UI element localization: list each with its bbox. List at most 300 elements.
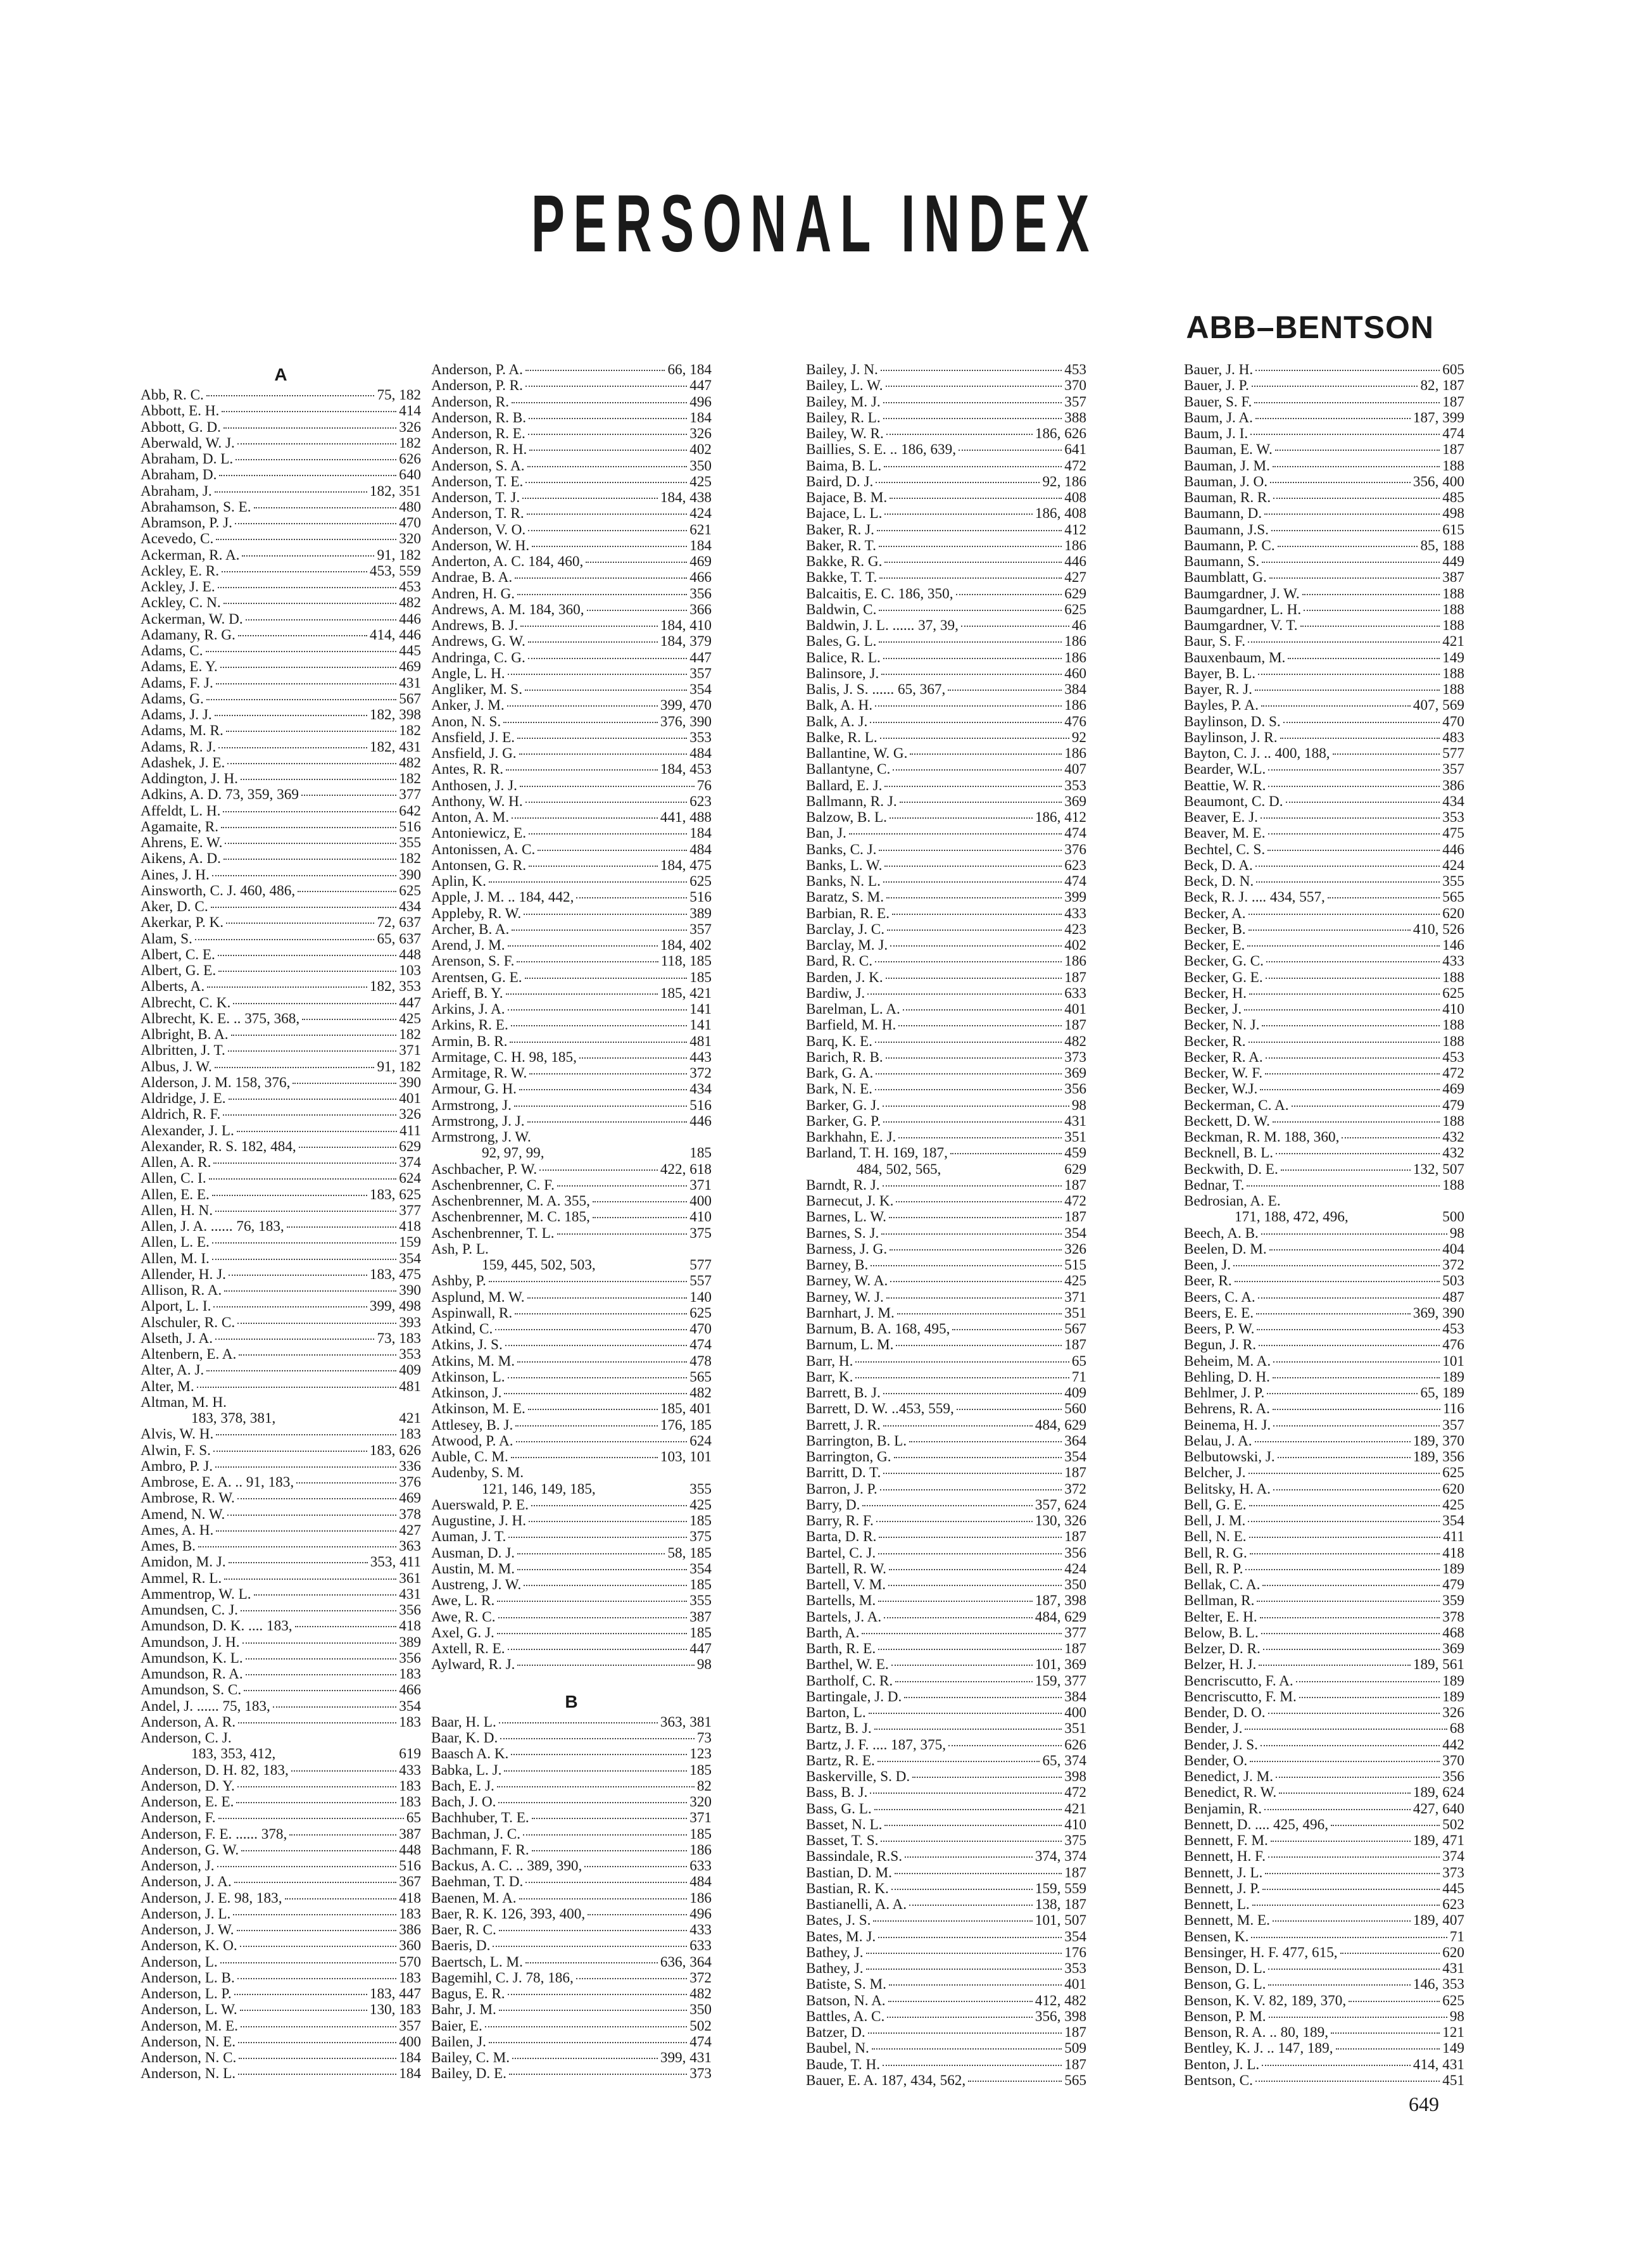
- entry-name: Bard, R. C.: [806, 954, 872, 970]
- dot-leader: [1275, 450, 1440, 451]
- entry-pages: 183: [399, 1714, 421, 1730]
- entry-name: Bartells, M.: [806, 1593, 876, 1610]
- entry-name: Anderson, J.: [141, 1858, 215, 1874]
- entry-pages: 470: [399, 515, 421, 531]
- entry-name: Awe, R. C.: [431, 1609, 496, 1625]
- entry-name: Benedict, R. W.: [1184, 1785, 1277, 1801]
- entry-pages: 399: [1064, 890, 1086, 906]
- entry-pages: 410: [689, 1209, 712, 1226]
- entry-name: Barnes, S. J.: [806, 1225, 879, 1242]
- dot-leader: [866, 1953, 1062, 1954]
- index-entry: [806, 362, 1086, 378]
- entry-name: Beck, D. N.: [1184, 874, 1254, 890]
- entry-pages: 485: [1442, 490, 1464, 506]
- entry-pages: 482: [689, 1986, 712, 2002]
- entry-name: Ambrose, R. W.: [141, 1490, 235, 1507]
- entry-pages: 118, 185: [660, 954, 712, 970]
- index-entry: [806, 1081, 1086, 1097]
- index-entry: [431, 1891, 712, 1906]
- entry-pages: 402: [689, 442, 712, 458]
- entry-pages: 188: [1442, 1033, 1464, 1050]
- dot-leader: [957, 1409, 1062, 1410]
- dot-leader: [1276, 1777, 1440, 1778]
- entry-name: Barland, T. H. 169, 187,: [806, 1145, 948, 1162]
- dot-leader: [229, 1562, 368, 1563]
- dot-leader: [527, 513, 688, 515]
- entry-pages: 182, 351: [369, 483, 421, 500]
- entry-pages: 116: [1443, 1401, 1464, 1418]
- dot-leader: [238, 2074, 396, 2075]
- entry-pages: 98: [696, 1657, 712, 1673]
- entry-pages: 65: [1071, 1353, 1086, 1370]
- entry-pages: 71: [1071, 1369, 1086, 1385]
- dot-leader: [1250, 1761, 1440, 1762]
- index-entry-continuation: [141, 1411, 421, 1427]
- index-entry: [431, 1050, 712, 1066]
- index-entry: [806, 1145, 1086, 1161]
- dot-leader: [211, 907, 397, 908]
- index-entry: [141, 755, 421, 771]
- index-entry: [431, 602, 712, 618]
- dot-leader: [593, 1217, 687, 1218]
- entry-pages: 91, 182: [377, 547, 421, 564]
- dot-leader: [223, 1114, 396, 1116]
- entry-pages: 184, 453: [660, 762, 712, 778]
- entry-pages: 565: [1064, 2072, 1086, 2089]
- index-entry: [431, 1178, 712, 1194]
- dot-leader: [485, 2026, 687, 2027]
- entry-pages: 188: [1442, 969, 1464, 986]
- index-entry: [141, 899, 421, 915]
- entry-pages: 91, 182: [377, 1059, 421, 1075]
- index-entry: [431, 810, 712, 826]
- index-entry: [431, 1066, 712, 1081]
- entry-pages: 448: [399, 1842, 421, 1858]
- entry-name: Allen, E. E.: [141, 1187, 210, 1203]
- index-entry: [431, 410, 712, 426]
- index-entry: [1184, 986, 1464, 1002]
- entry-name: Bencriscutto, F. A.: [1184, 1673, 1293, 1689]
- index-entry: [1184, 1593, 1464, 1609]
- index-entry: [431, 1465, 712, 1481]
- dot-leader: [238, 2042, 396, 2043]
- dot-leader: [213, 1451, 367, 1452]
- dot-leader: [883, 881, 1062, 883]
- entry-name: Barnum, B. A. 168, 495,: [806, 1321, 950, 1337]
- entry-name: Beckerman, C. A.: [1184, 1097, 1289, 1114]
- dot-leader: [525, 802, 688, 803]
- index-entry: [1184, 586, 1464, 602]
- dot-leader: [877, 530, 1062, 531]
- entry-name: Anker, J. M.: [431, 698, 505, 714]
- entry-name: Bales, G. L.: [806, 634, 877, 650]
- entry-pages: 623: [689, 793, 712, 810]
- entry-pages: 355: [689, 1593, 712, 1610]
- index-entry: [806, 586, 1086, 602]
- dot-leader: [515, 1313, 687, 1314]
- dot-leader: [254, 507, 397, 508]
- entry-name: Bailey, W. R.: [806, 426, 884, 442]
- index-entry: [806, 1993, 1086, 2009]
- index-entry: [1184, 2041, 1464, 2057]
- dot-leader: [593, 1201, 687, 1202]
- entry-name: Attlesey, B. J.: [431, 1417, 513, 1433]
- entry-pages: 366: [689, 602, 712, 618]
- entry-name: Bechtel, C. S.: [1184, 841, 1266, 858]
- dot-leader: [1267, 850, 1440, 851]
- entry-name: Below, B. L.: [1184, 1625, 1259, 1641]
- entry-pages: 357: [1442, 1417, 1464, 1433]
- entry-name: Arend, J. M.: [431, 938, 505, 954]
- entry-pages: 356: [1064, 1081, 1086, 1098]
- entry-pages: 185: [689, 1826, 712, 1843]
- entry-pages: 386: [1442, 778, 1464, 794]
- entry-pages: 353: [1064, 778, 1086, 794]
- index-entry: [806, 426, 1086, 442]
- entry-name: Andrae, B. A.: [431, 570, 513, 586]
- entry-pages: 474: [689, 1337, 712, 1354]
- entry-pages: 640: [399, 467, 421, 484]
- index-entry: [431, 1529, 712, 1545]
- entry-name: Albright, B. A.: [141, 1027, 229, 1043]
- entry-name: Adamany, R. G.: [141, 627, 236, 643]
- entry-name: Barry, R. F.: [806, 1513, 874, 1529]
- dot-leader: [218, 587, 397, 588]
- entry-pages: 187: [1064, 1529, 1086, 1546]
- dot-leader: [881, 674, 1062, 675]
- index-entry: [1184, 1194, 1464, 1209]
- dot-leader: [878, 1601, 1033, 1602]
- dot-leader: [1235, 1281, 1440, 1282]
- index-entry: [806, 2073, 1086, 2089]
- entry-pages: 479: [1442, 1577, 1464, 1593]
- dot-leader: [884, 513, 1032, 515]
- entry-pages: 433: [689, 1922, 712, 1938]
- entry-name: Abb, R. C.: [141, 387, 204, 403]
- entry-name: Anderson, N. C.: [141, 2050, 237, 2066]
- entry-name: Behling, D. H.: [1184, 1369, 1270, 1385]
- index-entry: [141, 1219, 421, 1235]
- dot-leader: [244, 1690, 396, 1691]
- entry-name: Awe, L. R.: [431, 1593, 495, 1610]
- entry-name: Barry, D.: [806, 1497, 860, 1513]
- index-entry: [806, 794, 1086, 810]
- index-entry: [1184, 1418, 1464, 1433]
- entry-pages: 188: [1442, 1177, 1464, 1194]
- entry-pages: 373: [689, 2066, 712, 2082]
- dot-leader: [948, 690, 1062, 691]
- index-entry: [141, 1922, 421, 1938]
- dot-leader: [952, 1329, 1062, 1330]
- entry-pages: 411: [1443, 1529, 1464, 1546]
- dot-leader: [1265, 1073, 1440, 1074]
- index-entry: [806, 1657, 1086, 1673]
- entry-name: Belbutowski, J.: [1184, 1449, 1275, 1465]
- entry-name: Barndt, R. J.: [806, 1177, 880, 1194]
- dot-leader: [1245, 1569, 1440, 1570]
- index-entry: [1184, 458, 1464, 474]
- entry-pages: 140: [689, 1289, 712, 1306]
- entry-name: Baumblatt, G.: [1184, 570, 1267, 586]
- index-entry: [1184, 1529, 1464, 1545]
- entry-name: Archer, B. A.: [431, 921, 510, 938]
- index-entry: [431, 586, 712, 602]
- index-entry: [141, 676, 421, 691]
- index-entry: [431, 922, 712, 938]
- entry-pages: 85, 188: [1420, 538, 1464, 554]
- entry-pages: 633: [689, 1858, 712, 1874]
- index-entry: [806, 2041, 1086, 2057]
- dot-leader: [228, 1050, 396, 1052]
- entry-name: Benson, G. L.: [1184, 1977, 1266, 1993]
- entry-pages: 353: [689, 729, 712, 746]
- index-entry: [1184, 1497, 1464, 1513]
- entry-pages: 355: [689, 1481, 712, 1497]
- entry-name: Antonsen, G. R.: [431, 857, 527, 874]
- entry-pages: 459: [1064, 1145, 1086, 1162]
- entry-pages: 184: [689, 410, 712, 426]
- entry-pages: 357: [689, 921, 712, 938]
- entry-name: Bauer, J. P.: [1184, 378, 1249, 394]
- entry-pages: 75, 182: [377, 387, 421, 403]
- entry-pages: 183: [399, 1427, 421, 1443]
- entry-pages: 443: [689, 1049, 712, 1066]
- index-entry: [431, 1763, 712, 1779]
- entry-pages: 187: [1064, 1865, 1086, 1881]
- entry-pages: 480: [399, 499, 421, 515]
- entry-pages: 625: [1064, 602, 1086, 618]
- entry-name: Anderson, J. W.: [141, 1922, 234, 1938]
- entry-name: Baumann, P. C.: [1184, 538, 1275, 554]
- dot-leader: [495, 1329, 687, 1330]
- entry-pages: 375: [1064, 1833, 1086, 1849]
- entry-pages: 187: [1064, 1177, 1086, 1194]
- entry-name: Bauman, E. W.: [1184, 442, 1273, 458]
- entry-pages: 71: [1449, 1929, 1464, 1945]
- dot-leader: [1255, 690, 1440, 691]
- dot-leader: [875, 705, 1062, 707]
- dot-leader: [1278, 1457, 1411, 1458]
- index-entry: [806, 1881, 1086, 1897]
- index-entry: [141, 531, 421, 547]
- entry-name: Alam, S.: [141, 931, 192, 947]
- entry-name: Armstrong, J.: [431, 1097, 512, 1114]
- dot-leader: [912, 1777, 1062, 1778]
- entry-pages: 389: [399, 1634, 421, 1651]
- index-entry: [1184, 1081, 1464, 1097]
- dot-leader: [511, 1457, 658, 1458]
- index-entry: [141, 1443, 421, 1459]
- entry-pages: 476: [1442, 1337, 1464, 1354]
- index-entry: [141, 1666, 421, 1682]
- index-entry: [141, 1043, 421, 1059]
- index-entry: [1184, 1929, 1464, 1945]
- dot-leader: [224, 1578, 396, 1580]
- entry-name: Becker, W. F.: [1184, 1066, 1263, 1081]
- dot-leader: [874, 1729, 1062, 1730]
- dot-leader: [880, 738, 1069, 739]
- dot-leader: [209, 1178, 397, 1180]
- dot-leader: [237, 1978, 396, 1979]
- index-entry: [141, 548, 421, 564]
- entry-pages: 577: [1442, 746, 1464, 762]
- index-entry: [1184, 970, 1464, 986]
- entry-name: Barden, J. K.: [806, 969, 883, 986]
- index-entry: [1184, 2025, 1464, 2041]
- dot-leader: [508, 1537, 687, 1538]
- dot-leader: [529, 418, 687, 419]
- dot-leader: [233, 1003, 396, 1004]
- index-entry: [141, 612, 421, 627]
- entry-pages: 98: [1449, 2008, 1464, 2025]
- index-entry: [1184, 1945, 1464, 1961]
- entry-pages: 425: [689, 474, 712, 490]
- entry-pages: 361: [399, 1570, 421, 1587]
- entry-name: Alexander, R. S. 182, 484,: [141, 1138, 296, 1155]
- dot-leader: [505, 1345, 687, 1346]
- entry-pages: 482: [399, 595, 421, 612]
- dot-leader: [238, 635, 367, 636]
- entry-name: Baumann, D.: [1184, 506, 1262, 522]
- entry-pages: 149: [1442, 650, 1464, 666]
- index-entry: [431, 746, 712, 762]
- index-entry: [431, 554, 712, 570]
- index-entry: [1184, 442, 1464, 458]
- dot-leader: [512, 929, 687, 931]
- entry-pages: 377: [399, 787, 421, 803]
- dot-leader: [1255, 418, 1411, 419]
- index-entry: [806, 1370, 1086, 1385]
- index-entry: [431, 1337, 712, 1353]
- index-entry: [141, 1091, 421, 1107]
- dot-leader: [223, 427, 396, 429]
- entry-pages: 350: [689, 458, 712, 474]
- entry-pages: 502: [689, 2018, 712, 2034]
- entry-pages: 453: [399, 579, 421, 595]
- entry-pages: 357: [689, 665, 712, 682]
- entry-name: Bensinger, H. F. 477, 615,: [1184, 1944, 1338, 1961]
- dot-leader: [880, 1489, 1062, 1490]
- index-entry: [806, 1242, 1086, 1257]
- entry-name: Bensen, K.: [1184, 1929, 1249, 1945]
- entry-pages: 468: [1442, 1625, 1464, 1641]
- index-entry: [431, 2066, 712, 2082]
- index-entry: [141, 819, 421, 835]
- dot-leader: [1266, 978, 1440, 979]
- entry-pages: 424: [1064, 1561, 1086, 1577]
- entry-continued-pages: 159, 445, 502, 503,: [482, 1257, 596, 1273]
- section-gap: [431, 1673, 712, 1689]
- entry-name: Anderson, V. O.: [431, 522, 526, 538]
- entry-pages: 187: [1064, 1641, 1086, 1657]
- dot-leader: [219, 475, 396, 476]
- entry-pages: 189: [1442, 1369, 1464, 1385]
- index-entry: [1184, 1721, 1464, 1737]
- index-entry: [431, 1970, 712, 1986]
- dot-leader: [240, 2010, 367, 2011]
- dot-leader: [889, 1217, 1062, 1218]
- entry-pages: 421: [1064, 1801, 1086, 1817]
- entry-name: Bagemihl, C. J. 78, 186,: [431, 1970, 574, 1986]
- entry-pages: 400: [689, 1194, 712, 1209]
- index-entry: [141, 1906, 421, 1922]
- dot-leader: [1252, 386, 1418, 387]
- index-entry: [1184, 602, 1464, 618]
- dot-leader: [234, 1882, 397, 1883]
- entry-name: Baumgardner, L. H.: [1184, 602, 1302, 618]
- dot-leader: [1342, 1137, 1440, 1138]
- dot-leader: [586, 562, 687, 563]
- index-entry: [1184, 954, 1464, 969]
- entry-pages: 402: [1064, 938, 1086, 954]
- dot-leader: [959, 450, 1062, 451]
- index-entry: [141, 1347, 421, 1363]
- index-entry: [141, 771, 421, 787]
- index-entry: [431, 1906, 712, 1922]
- dot-leader: [236, 1802, 396, 1803]
- index-entry: [806, 602, 1086, 618]
- index-entry: [1184, 1881, 1464, 1897]
- index-entry: [1184, 1769, 1464, 1785]
- index-entry: [806, 1785, 1086, 1801]
- entry-pages: 476: [1064, 714, 1086, 730]
- entry-name: Barness, J. G.: [806, 1241, 888, 1257]
- entry-pages: 626: [1064, 1737, 1086, 1753]
- dot-leader: [215, 715, 367, 716]
- entry-pages: 423: [1064, 921, 1086, 938]
- index-entry: [141, 1682, 421, 1698]
- dot-leader: [287, 1226, 396, 1228]
- index-entry: [431, 714, 712, 730]
- index-entry: [1184, 1577, 1464, 1593]
- entry-name: Arentsen, G. E.: [431, 969, 522, 986]
- entry-name: Allen, J. A. ...... 76, 183,: [141, 1219, 284, 1235]
- index-entry: [806, 570, 1086, 586]
- entry-pages: 354: [1064, 1449, 1086, 1465]
- entry-pages: 427: [399, 1522, 421, 1539]
- entry-name: Benjamin, R.: [1184, 1801, 1262, 1817]
- dot-leader: [237, 443, 396, 444]
- entry-pages: 502: [1442, 1817, 1464, 1833]
- entry-pages: 404: [1442, 1241, 1464, 1257]
- dot-leader: [1257, 1329, 1440, 1330]
- entry-name: Beaver, E. J.: [1184, 810, 1258, 826]
- dot-leader: [1281, 1169, 1411, 1171]
- index-entry: [806, 1673, 1086, 1689]
- index-entry: [141, 451, 421, 467]
- index-entry: [1184, 810, 1464, 826]
- entry-pages: 354: [1064, 1929, 1086, 1945]
- index-entry: [431, 1098, 712, 1114]
- dot-leader: [898, 1137, 1062, 1138]
- entry-pages: 186: [1064, 954, 1086, 970]
- index-entry: [431, 1194, 712, 1209]
- dot-leader: [1248, 641, 1440, 643]
- entry-name: Bednar, T.: [1184, 1177, 1245, 1194]
- entry-name: Bearder, W.L.: [1184, 762, 1266, 778]
- dot-leader: [529, 450, 687, 451]
- entry-continued-pages: 171, 188, 472, 496,: [1235, 1209, 1349, 1226]
- entry-pages: 482: [399, 755, 421, 771]
- dot-leader: [497, 1601, 687, 1602]
- entry-pages: 370: [1064, 378, 1086, 394]
- entry-name: Bathey, J.: [806, 1944, 864, 1961]
- index-entry: [1184, 1290, 1464, 1306]
- index-entry: [1184, 1050, 1464, 1066]
- dot-leader: [886, 897, 1062, 898]
- index-entry: [1184, 1178, 1464, 1194]
- entry-pages: 472: [1064, 1194, 1086, 1209]
